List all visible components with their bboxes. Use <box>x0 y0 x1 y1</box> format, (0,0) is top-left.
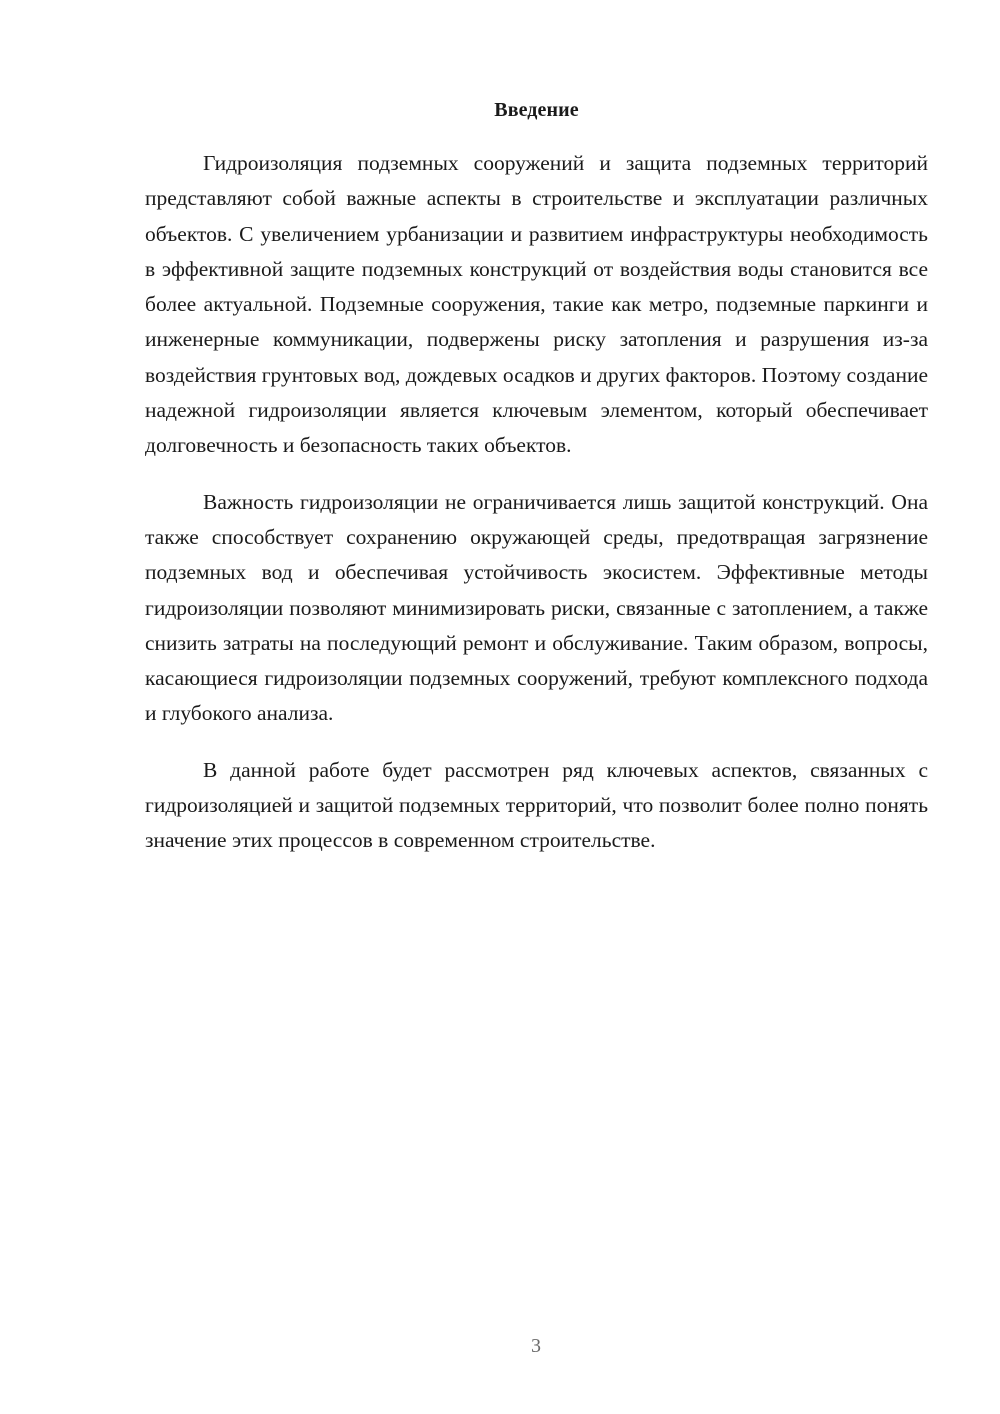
paragraph-3: В данной работе будет рассмотрен ряд ключевых аспектов, связанных с гидроизоляцией и защитой подземных территорий, что позволит более полно понять значение этих процессов в современном строительстве. <box>145 757 928 853</box>
paragraph-2: Важность гидроизоляции не ограничивается лишь защитой конструкций. Она также способствует сохранению окружающей среды, предотвращая загрязнение подземных вод и обеспечивая устойчивость экосистем. Эффективные методы гидроизоляции позволяют минимизировать риски, связанные с затоплением, а также снизить затраты на последующий ремонт и обслуживание. Таким образом, вопросы, касающиеся гидроизоляции подземных сооружений, требуют комплексного подхода и глубокого анализа. <box>145 489 928 726</box>
page-content <box>145 96 928 880</box>
section-heading: Введение <box>494 99 579 121</box>
paragraph-1: Гидроизоляция подземных сооружений и защита подземных территорий представляют собой важные аспекты в строительстве и эксплуатации различных объектов. С увеличением урбанизации и развитием инфраструктуры необходимость в эффективной защите подземных конструкций от воздействия воды становится все более актуальной. Подземные сооружения, такие как метро, подземные паркинги и инженерные коммуникации, подвержены риску затопления и разрушения из-за воздействия грунтовых вод, дождевых осадков и других факторов. Поэтому создание надежной гидроизоляции является ключевым элементом, который обеспечивает долговечность и безопасность таких объектов. <box>145 151 928 458</box>
page-number: 3 <box>531 1335 541 1357</box>
